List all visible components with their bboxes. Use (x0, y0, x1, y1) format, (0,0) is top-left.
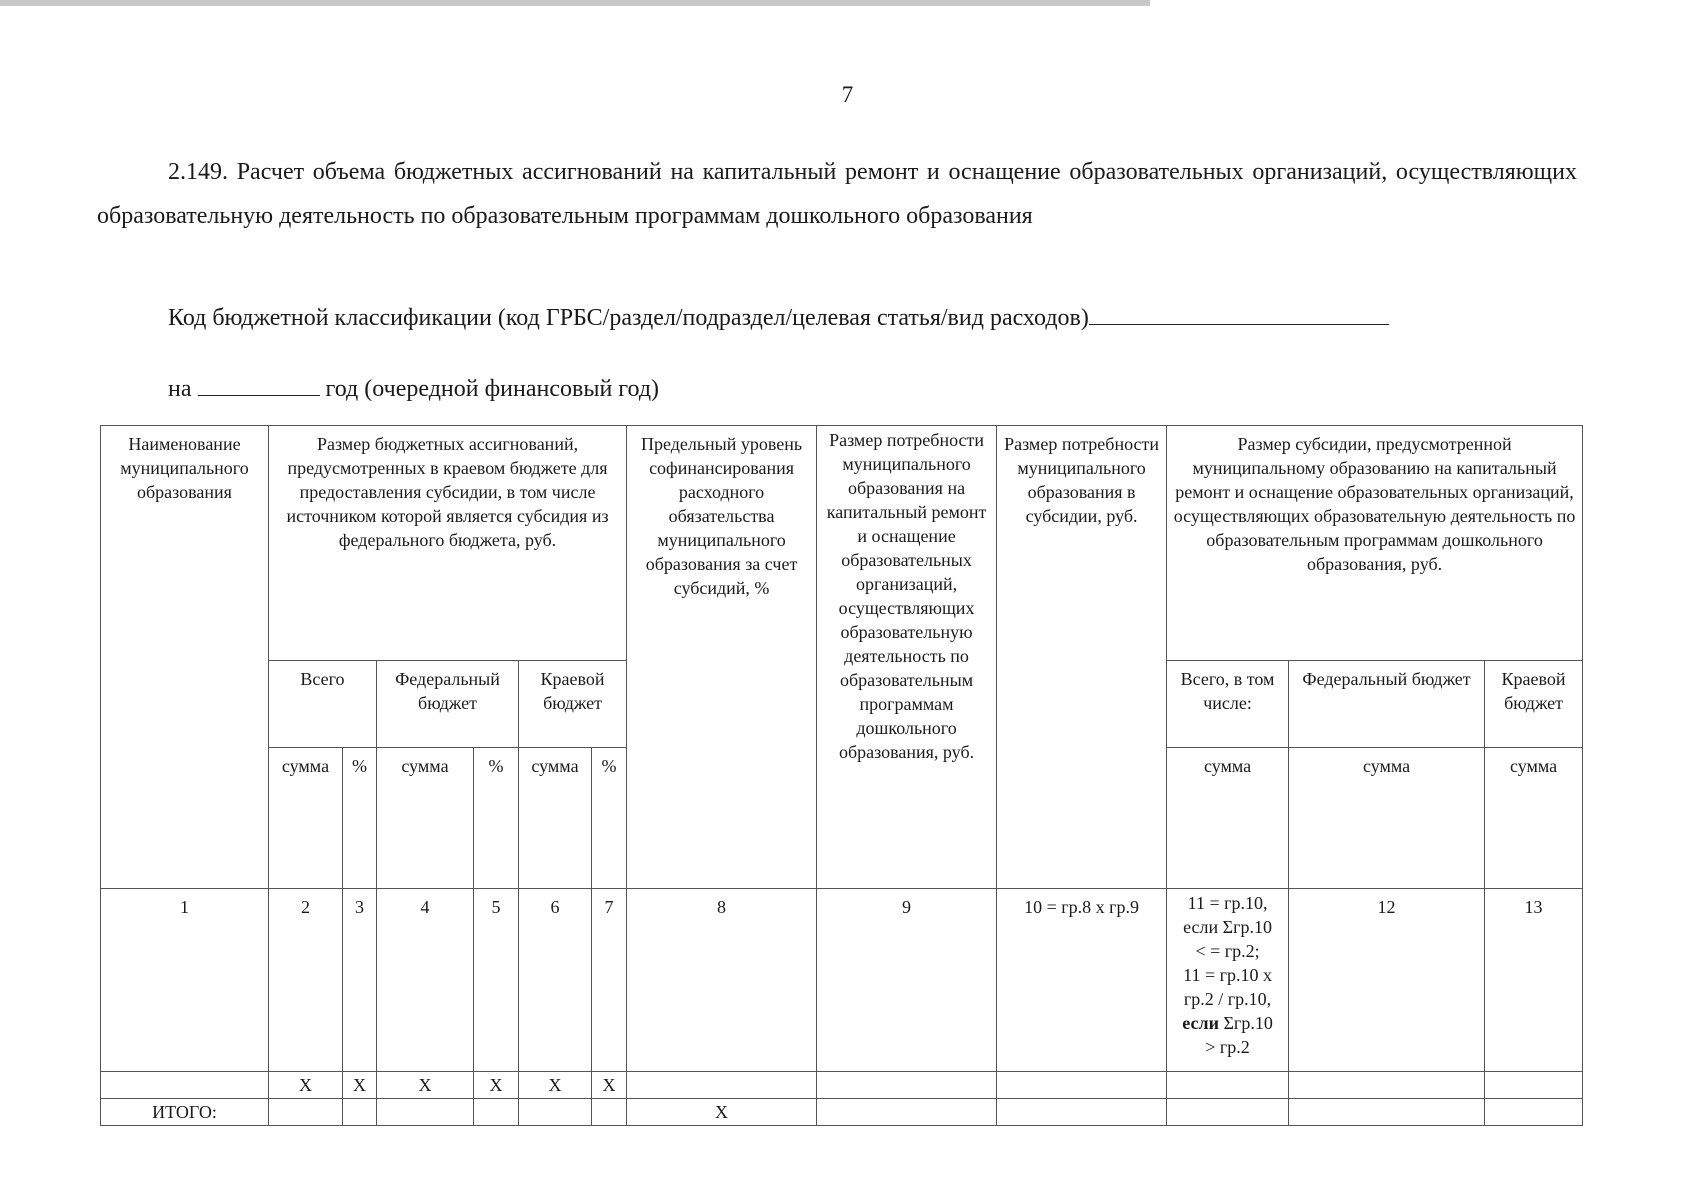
empty-cell (1485, 1099, 1583, 1126)
column-number: 13 (1485, 889, 1583, 1072)
header-need-repair: Размер потребности муниципального образования на капитальный ремонт и оснащение образовательных организаций, осуществляющих образовательную деятельность по образовательным программам дошкольного образования, руб. (817, 426, 997, 889)
formula-line (1170, 1011, 1285, 1035)
empty-cell (519, 1099, 592, 1126)
budget-code-line (168, 304, 1568, 332)
formula-line: гр.2 / гр.10, (1183, 989, 1272, 1009)
calculation-table (100, 425, 1583, 1126)
header-federal-percent: % (474, 748, 519, 889)
year-suffix: год (очередной финансовый год) (325, 376, 660, 402)
header-subsidy-federal: Федеральный бюджет (1289, 661, 1485, 748)
header-federal-sum: сумма (377, 748, 474, 889)
empty-cell (377, 1099, 474, 1126)
x-mark: Х (269, 1072, 343, 1099)
header-regional-budget: Краевой бюджет (519, 661, 627, 748)
scan-top-edge (0, 0, 1150, 6)
empty-cell (592, 1099, 627, 1126)
budget-code-blank (1089, 304, 1389, 325)
column-numbers-row (101, 889, 1583, 1072)
empty-cell (817, 1099, 997, 1126)
formula-column-11 (1167, 889, 1289, 1072)
header-subsidy-regional-sum: сумма (1485, 748, 1583, 889)
empty-cell (1485, 1072, 1583, 1099)
column-number: 5 (474, 889, 519, 1072)
header-total-percent: % (343, 748, 377, 889)
x-mark: Х (519, 1072, 592, 1099)
header-regional-sum: сумма (519, 748, 592, 889)
header-regional-percent: % (592, 748, 627, 889)
header-need-subsidy: Размер потребности муниципального образования в субсидии, руб. (997, 426, 1167, 889)
formula-line: < = гр.2; (1195, 941, 1260, 961)
empty-cell (627, 1072, 817, 1099)
section-heading: 2.149. Расчет объема бюджетных ассигнований на капитальный ремонт и оснащение образовательных организаций, осуществляющих образовательную деятельность по образовательным программам дошкольного образования (97, 159, 1577, 229)
empty-cell (1167, 1072, 1289, 1099)
year-line (168, 375, 659, 403)
x-mark: Х (592, 1072, 627, 1099)
header-budget-allocations: Размер бюджетных ассигнований, предусмотренных в краевом бюджете для предоставления субсидии, в том числе источником которой является субсидия из федерального бюджета, руб. (269, 426, 627, 661)
empty-cell (1289, 1072, 1485, 1099)
header-subsidy-total-sum: сумма (1167, 748, 1289, 889)
x-mark: Х (343, 1072, 377, 1099)
header-municipality: Наименование муниципального образования (101, 426, 269, 889)
empty-cell (817, 1072, 997, 1099)
budget-code-label: Код бюджетной классификации (код ГРБС/раздел/подраздел/целевая статья/вид расходов) (168, 305, 1089, 331)
formula-line: > гр.2 (1205, 1037, 1250, 1057)
empty-cell (1167, 1099, 1289, 1126)
column-number: 6 (519, 889, 592, 1072)
x-mark: Х (377, 1072, 474, 1099)
x-mark-row (101, 1072, 1583, 1099)
column-number: 1 (101, 889, 269, 1072)
header-total-including: Всего, в том числе: (1167, 661, 1289, 748)
column-number: 9 (817, 889, 997, 1072)
empty-cell (269, 1099, 343, 1126)
column-number: 4 (377, 889, 474, 1072)
formula-line: 11 = гр.10 х (1183, 965, 1272, 985)
header-subsidy-regional: Краевой бюджет (1485, 661, 1583, 748)
column-number: 3 (343, 889, 377, 1072)
header-federal-budget: Федеральный бюджет (377, 661, 519, 748)
page-number: 7 (841, 82, 854, 107)
formula-bold-word: если (1182, 1013, 1219, 1033)
formula-rest: Σгр.10 (1218, 1013, 1273, 1033)
column-number: 7 (592, 889, 627, 1072)
column-number: 12 (1289, 889, 1485, 1072)
header-total-sum: сумма (269, 748, 343, 889)
column-number: 10 = гр.8 х гр.9 (997, 889, 1167, 1072)
formula-line: 11 = гр.10, (1187, 893, 1268, 913)
header-subsidy-size: Размер субсидии, предусмотренной муниципальному образованию на капитальный ремонт и оснащение образовательных организаций, осуществляющих образовательную деятельность по образовательным программам дошкольного образования, руб. (1167, 426, 1583, 661)
x-mark: Х (627, 1099, 817, 1126)
empty-cell (343, 1099, 377, 1126)
header-subsidy-federal-sum: сумма (1289, 748, 1485, 889)
empty-cell (101, 1072, 269, 1099)
header-row-1 (101, 426, 1583, 661)
total-label: ИТОГО: (101, 1099, 269, 1126)
empty-cell (997, 1099, 1167, 1126)
empty-cell (474, 1099, 519, 1126)
empty-cell (1289, 1099, 1485, 1126)
formula-line: если Σгр.10 (1183, 917, 1272, 937)
header-total: Всего (269, 661, 377, 748)
column-number: 8 (627, 889, 817, 1072)
header-cofinancing-limit: Предельный уровень софинансирования расходного обязательства муниципального образования за счет субсидий, % (627, 426, 817, 889)
empty-cell (997, 1072, 1167, 1099)
year-blank (198, 375, 320, 396)
total-row (101, 1099, 1583, 1126)
column-number: 2 (269, 889, 343, 1072)
x-mark: Х (474, 1072, 519, 1099)
year-prefix: на (168, 376, 192, 402)
